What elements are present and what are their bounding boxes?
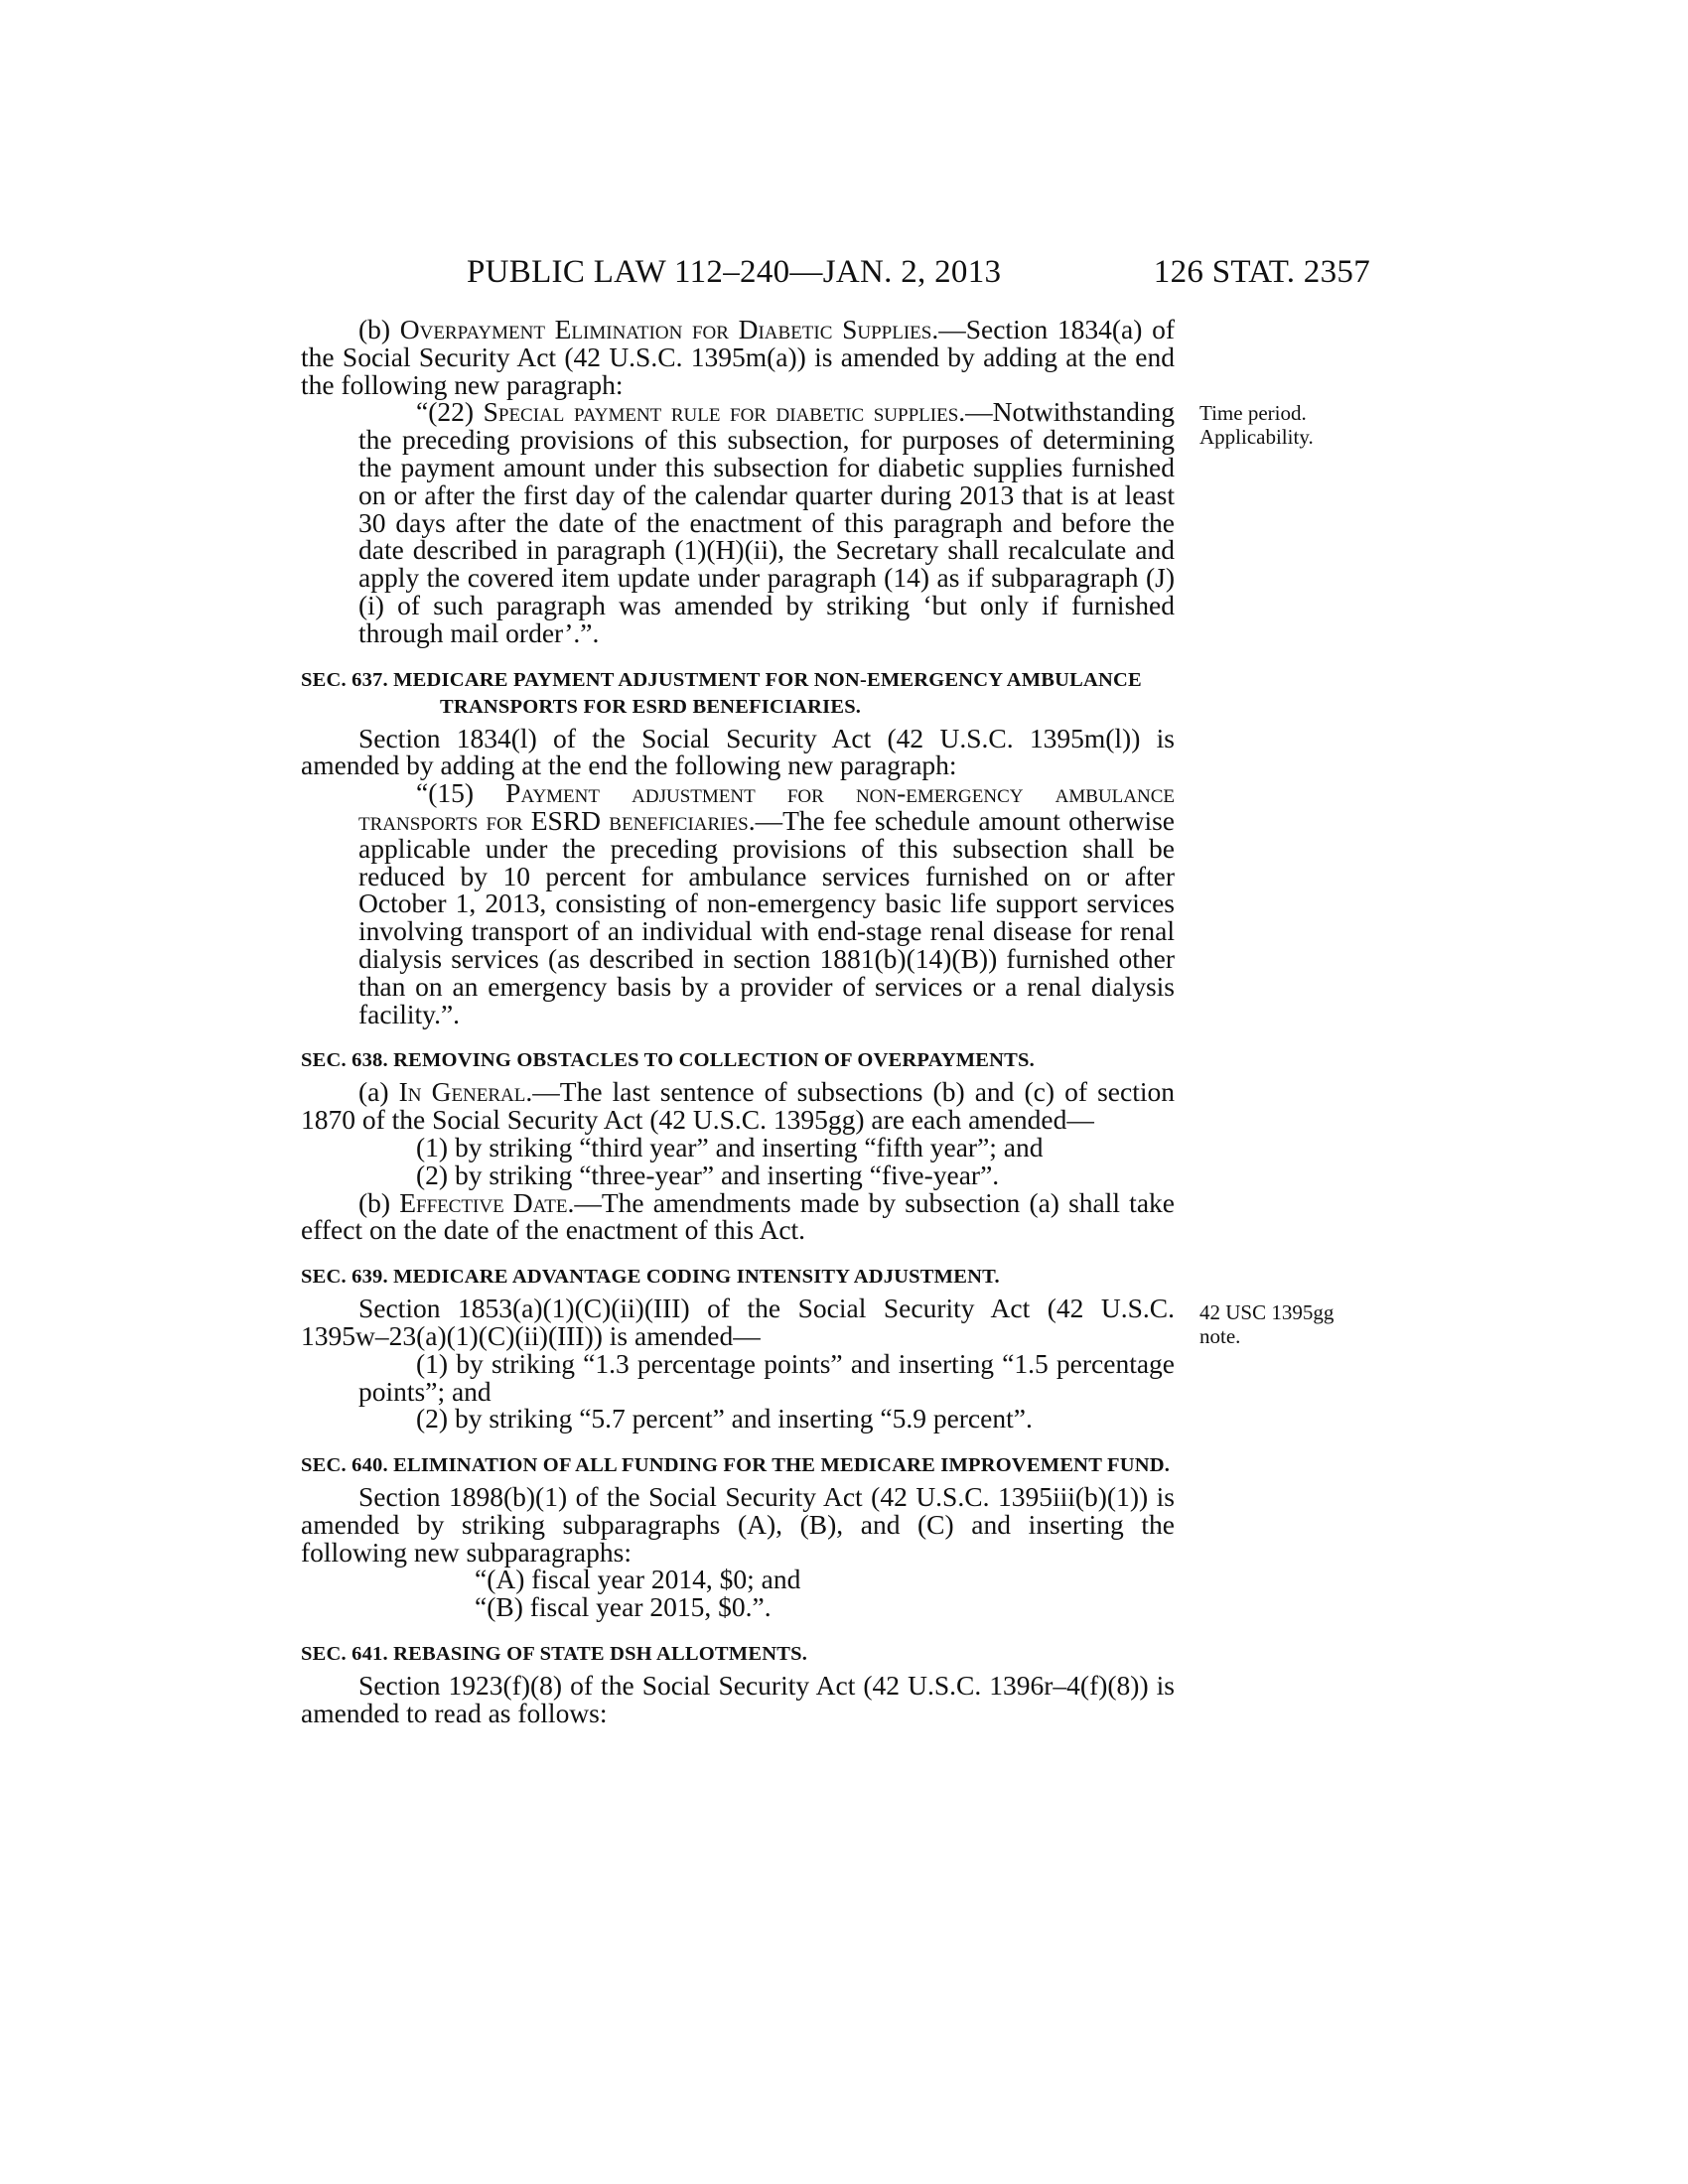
margin-note-line: 42 USC 1395gg <box>1199 1300 1335 1324</box>
stat-page-reference: 126 STAT. 2357 <box>1153 254 1370 290</box>
section-639-intro: Section 1853(a)(1)(C)(ii)(III) of the Social Security Act (42 U.S.C. 1395w–23(a)(1)(C)(ii)(III)) is amended— <box>301 1293 1175 1351</box>
statute-body <box>301 316 1175 1727</box>
list-item: (2) by striking “5.7 percent” and inserting “5.9 percent”. <box>416 1403 1033 1434</box>
section-heading-637: SEC. 637. MEDICARE PAYMENT ADJUSTMENT FOR NON-EMERGENCY AMBULANCE TRANSPORTS FOR ESRD BENEFICIARIES. <box>301 668 1142 718</box>
paragraph-heading: Special payment rule for diabetic supplies <box>483 396 959 428</box>
paragraph-heading: Payment adjustment for non-emergency ambulance transports for ESRD beneficiaries <box>358 777 1175 836</box>
subsection-heading: In General <box>398 1076 526 1108</box>
margin-note-time-period <box>1199 401 1314 449</box>
section-heading-639: SEC. 639. MEDICARE ADVANTAGE CODING INTENSITY ADJUSTMENT. <box>301 1266 1000 1289</box>
margin-note-line: Applicability. <box>1199 425 1314 449</box>
margin-note-usc-citation <box>1199 1300 1334 1348</box>
section-641-intro: Section 1923(f)(8) of the Social Security Act (42 U.S.C. 1396r–4(f)(8)) is amended to read as follows: <box>301 1670 1175 1728</box>
running-head: PUBLIC LAW 112–240—JAN. 2, 2013 <box>467 254 1002 290</box>
section-heading-640: SEC. 640. ELIMINATION OF ALL FUNDING FOR THE MEDICARE IMPROVEMENT FUND. <box>301 1454 1171 1477</box>
subsection-heading: Effective Date <box>399 1186 568 1218</box>
list-item: (1) by striking “third year” and inserting “fifth year”; and <box>416 1131 1044 1162</box>
section-638-subsection-a: (a) In General.—The last sentence of subsections (b) and (c) of section 1870 of the Social Security Act (42 U.S.C. 1395gg) are each amended— <box>301 1076 1175 1136</box>
subsection-b-intro: (b) Overpayment Elimination for Diabetic Supplies.—Section 1834(a) of the Social Security Act (42 U.S.C. 1395m(a)) is amended by adding at the end the following new paragraph: <box>301 314 1175 400</box>
section-heading-638: SEC. 638. REMOVING OBSTACLES TO COLLECTION OF OVERPAYMENTS. <box>301 1049 1035 1072</box>
list-item: “(A) fiscal year 2014, $0; and <box>475 1564 801 1595</box>
section-640-intro: Section 1898(b)(1) of the Social Security Act (42 U.S.C. 1395iii(b)(1)) is amended by striking subparagraphs (A), (B), and (C) and inserting the following new subparagraphs: <box>301 1481 1175 1568</box>
section-heading-641: SEC. 641. REBASING OF STATE DSH ALLOTMENTS. <box>301 1643 808 1666</box>
section-638-subsection-b: (b) Effective Date.—The amendments made by subsection (a) shall take effect on the date of the enactment of this Act. <box>301 1186 1175 1246</box>
margin-note-line: note. <box>1199 1324 1241 1348</box>
list-item: (1) by striking “1.3 percentage points” and inserting “1.5 percentage points”; and <box>358 1347 1175 1407</box>
list-item: (2) by striking “three-year” and inserting “five-year”. <box>416 1159 1000 1190</box>
paragraph-22: “(22) Special payment rule for diabetic supplies.—Notwithstanding the preceding provisions of this subsection, for purposes of determining the payment amount under this subsection for diabetic supplies furnished on or after the first day of the calendar quarter during 2013 that is at least 30 days after the date of the enactment of this paragraph and before the date described in paragraph (1)(H)(ii), the Secretary shall recalculate and apply the covered item update under paragraph (14) as if subparagraph (J)(i) of such paragraph was amended by striking ‘but only if furnished through mail order’.”. <box>358 396 1175 648</box>
page-header <box>298 254 1370 294</box>
section-637-intro: Section 1834(l) of the Social Security Act (42 U.S.C. 1395m(l)) is amended by adding at the end the following new paragraph: <box>301 722 1175 781</box>
paragraph-15: “(15) Payment adjustment for non-emergency ambulance transports for ESRD beneficiaries.—The fee schedule amount otherwise applicable under the preceding provisions of this subsection shall be reduced by 10 percent for ambulance services furnished on or after October 1, 2013, consisting of non-emergency basic life support services involving transport of an individual with end-stage renal disease for renal dialysis services (as described in section 1881(b)(14)(B)) furnished other than on an emergency basis by a provider of services or a renal dialysis facility.”. <box>358 777 1175 1029</box>
subsection-heading: Overpayment Elimination for Diabetic Supplies <box>399 314 932 344</box>
margin-note-line: Time period. <box>1199 401 1307 425</box>
list-item: “(B) fiscal year 2015, $0.”. <box>475 1591 772 1623</box>
